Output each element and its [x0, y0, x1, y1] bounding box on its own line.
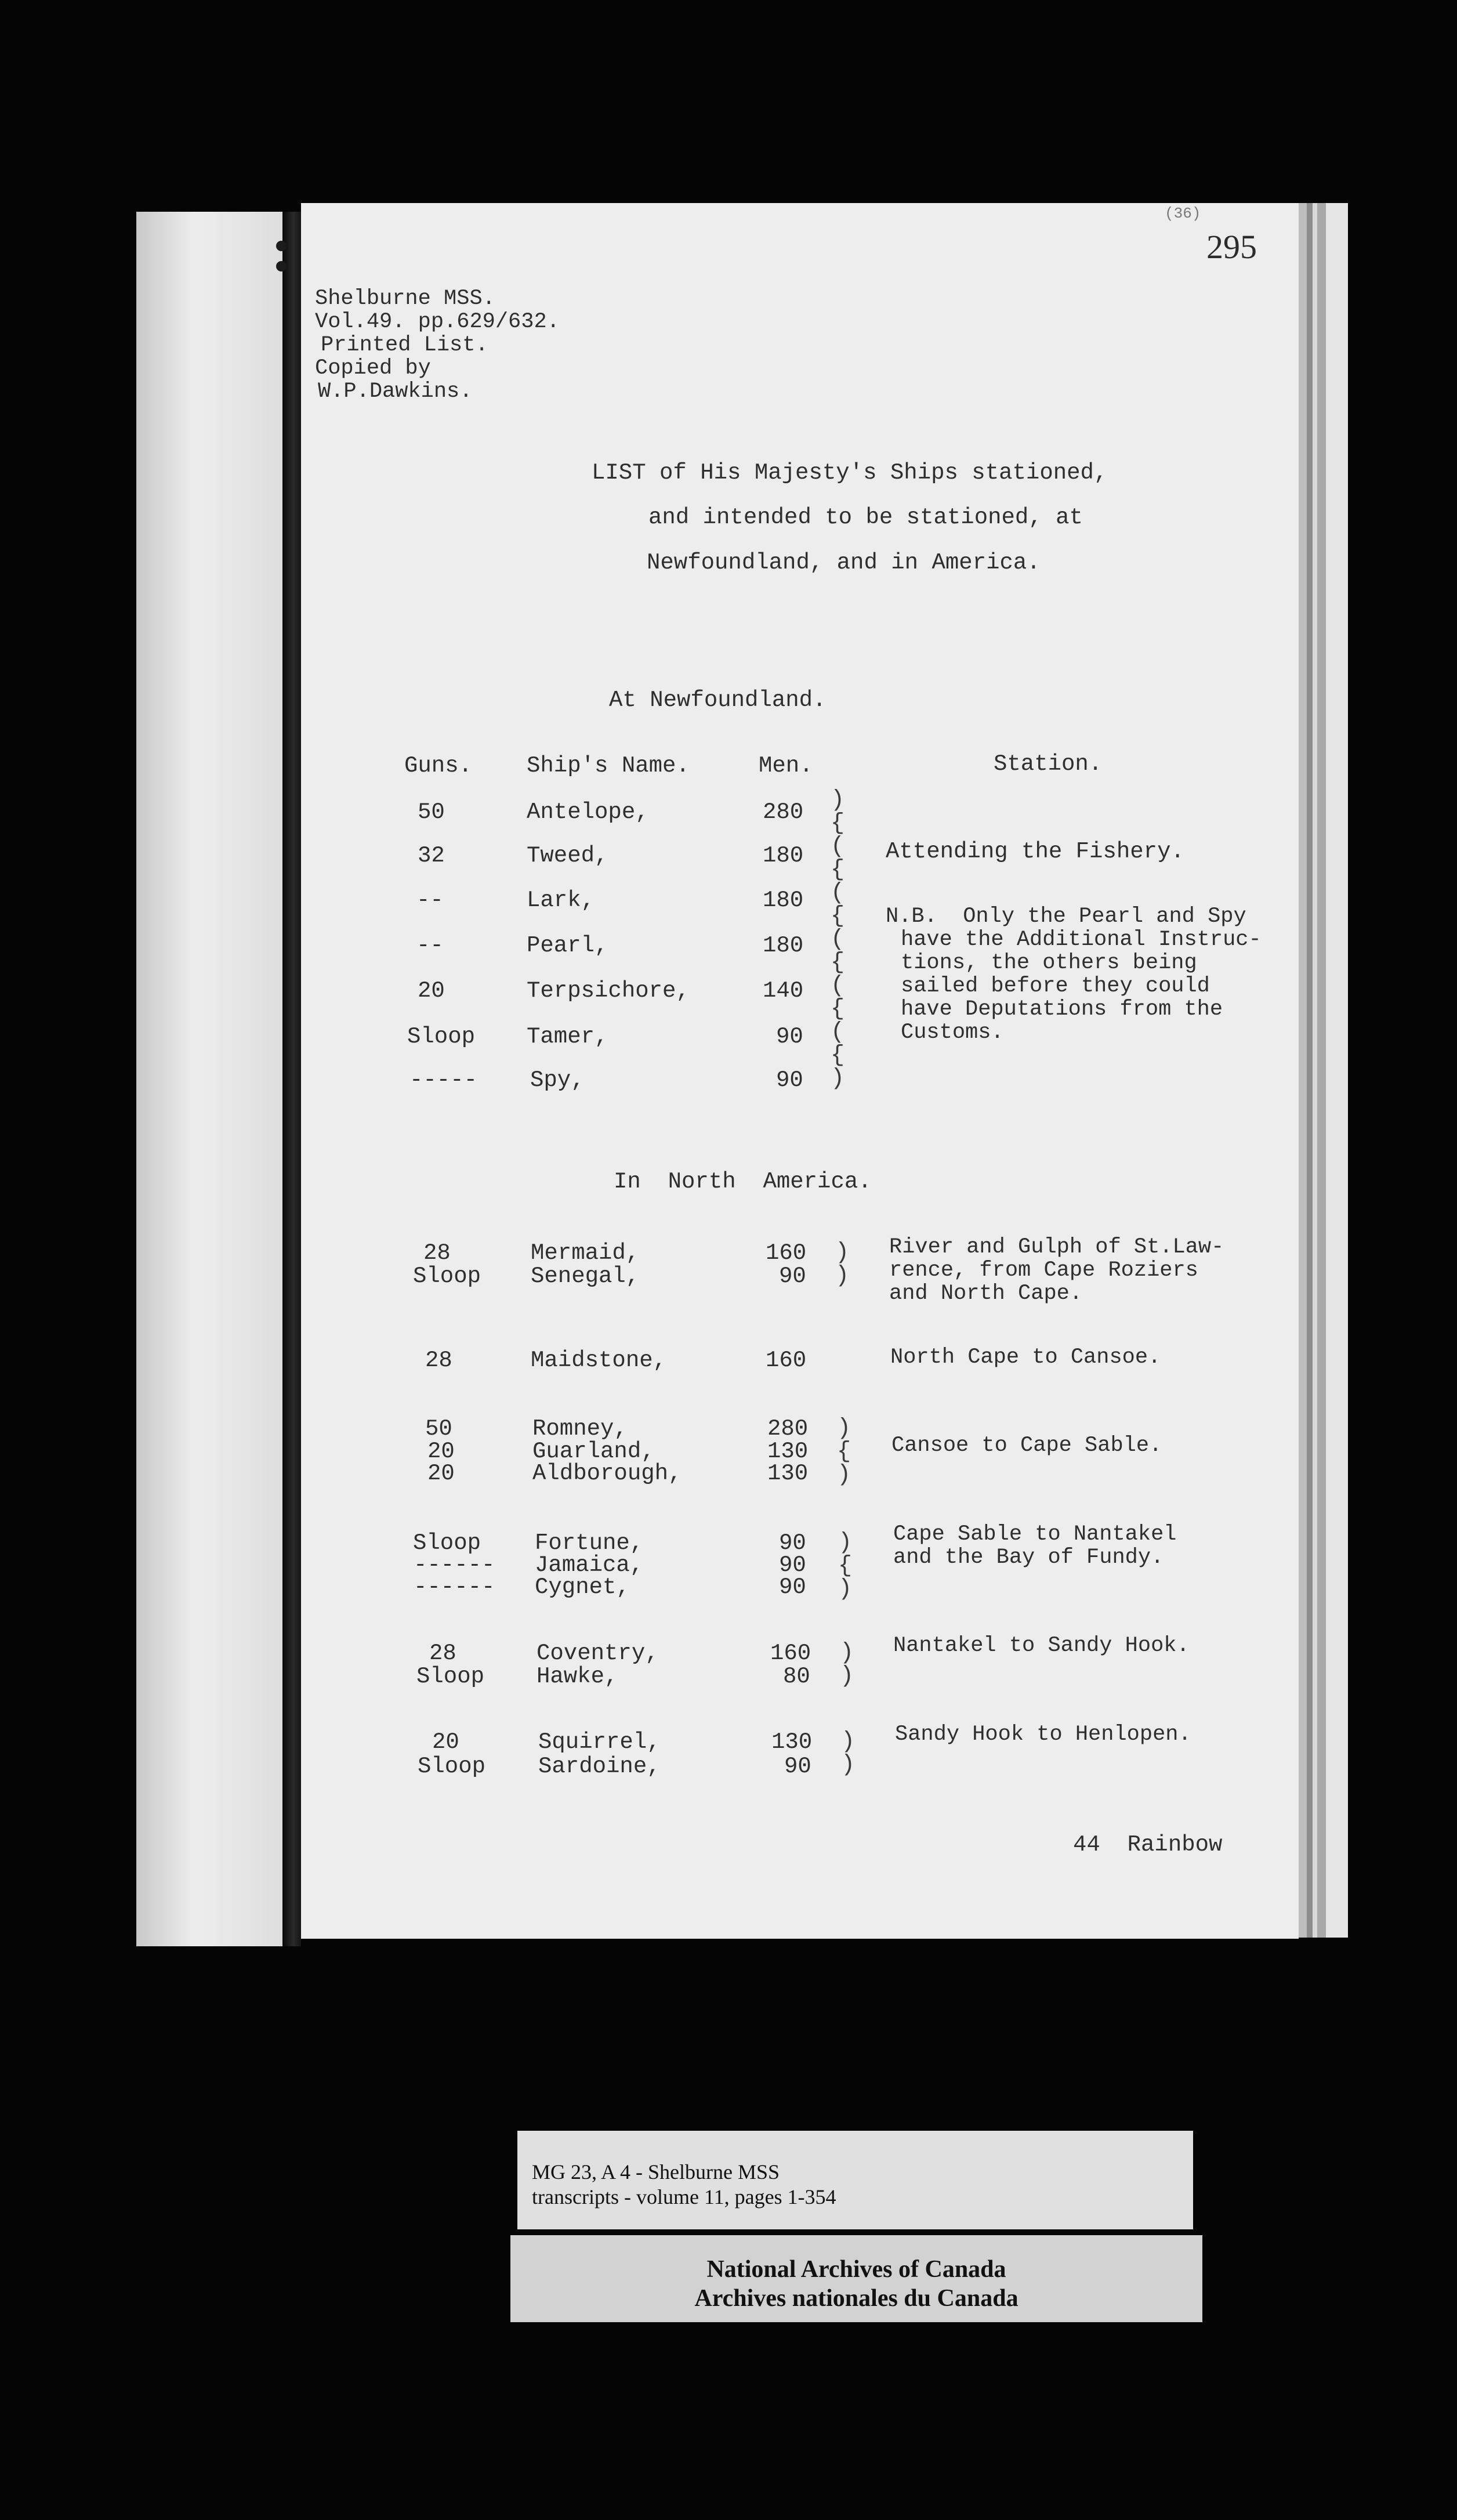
ship-men: 160	[770, 1641, 811, 1666]
ship-men: 90	[779, 1574, 806, 1600]
title-line: LIST of His Majesty's Ships stationed,	[592, 460, 1108, 486]
page-edge	[1326, 203, 1348, 1938]
source-note-line: W.P.Dawkins.	[318, 379, 473, 404]
ship-guns: 20	[427, 1461, 455, 1486]
ship-men: 90	[779, 1530, 806, 1556]
ship-name: Jamaica,	[535, 1552, 644, 1578]
ship-men: 140	[763, 978, 804, 1004]
ship-men: 80	[783, 1664, 810, 1689]
ship-name: Tamer,	[527, 1024, 608, 1049]
institution-label	[510, 2235, 1202, 2322]
source-note-line: Copied by	[315, 356, 431, 381]
ship-guns: -----	[409, 1067, 478, 1093]
ship-guns: 32	[418, 843, 445, 868]
bracket-mark: ) { )	[837, 1415, 851, 1488]
ship-name: Spy,	[530, 1067, 585, 1093]
ship-men: 180	[763, 843, 804, 868]
ship-name: Mermaid,	[531, 1240, 640, 1266]
station-line: Cansoe to Cape Sable.	[891, 1433, 1162, 1458]
source-note-line: Vol.49. pp.629/632.	[315, 310, 560, 334]
title-line: Newfoundland, and in America.	[647, 550, 1041, 575]
column-header-guns: Guns.	[404, 753, 473, 779]
institution-name-en: National Archives of Canada	[706, 2256, 1006, 2283]
archive-reference-label	[517, 2131, 1193, 2229]
section-heading: At Newfoundland.	[609, 687, 827, 713]
note-line: Customs.	[901, 1020, 1004, 1045]
bracket-mark: ) )	[840, 1640, 854, 1689]
ship-guns: Sloop	[418, 1754, 486, 1779]
bracket-mark: ) )	[835, 1240, 850, 1289]
ship-guns: ------	[414, 1552, 495, 1578]
institution-name-fr: Archives nationales du Canada	[694, 2285, 1019, 2312]
ship-guns: 20	[427, 1439, 455, 1464]
ship-guns: Sloop	[413, 1530, 481, 1556]
station-line: North Cape to Cansoe.	[890, 1345, 1161, 1370]
column-header-station: Station.	[994, 751, 1103, 777]
ship-guns: 20	[432, 1729, 459, 1755]
binding-hole	[276, 261, 287, 271]
column-header-men: Men.	[759, 753, 813, 779]
ship-men: 90	[776, 1024, 803, 1049]
left-page	[136, 212, 282, 1946]
ship-men: 160	[766, 1348, 807, 1373]
ship-name: Coventry,	[537, 1641, 659, 1666]
page-number: 295	[1206, 228, 1257, 266]
ship-men: 90	[779, 1552, 806, 1578]
ship-guns: 20	[418, 978, 445, 1004]
ship-name: Terpsichore,	[527, 978, 690, 1004]
ship-name: Cygnet,	[535, 1574, 630, 1600]
page-edge	[1317, 203, 1326, 1938]
page-edge	[1313, 203, 1317, 1938]
ship-guns: 50	[425, 1416, 452, 1442]
ship-men: 280	[767, 1416, 809, 1442]
page-edge	[1307, 203, 1313, 1938]
catchword: 44 Rainbow	[1073, 1832, 1223, 1858]
ship-name: Tweed,	[527, 843, 608, 868]
ship-name: Fortune,	[535, 1530, 644, 1556]
ship-name: Hawke,	[537, 1664, 618, 1689]
title-line: and intended to be stationed, at	[648, 505, 1083, 530]
bracket-mark: ) { )	[838, 1530, 853, 1602]
ship-men: 160	[766, 1240, 807, 1266]
archive-reference-line: transcripts - volume 11, pages 1-354	[532, 2185, 836, 2208]
bracket-mark: ) )	[841, 1729, 856, 1778]
ship-guns: --	[416, 888, 444, 913]
station-line: rence, from Cape Roziers	[889, 1258, 1198, 1283]
ship-name: Maidstone,	[531, 1348, 667, 1373]
ship-men: 180	[763, 888, 804, 913]
note-line: tions, the others being	[901, 951, 1197, 975]
ship-name: Pearl,	[527, 933, 608, 958]
station-line: and the Bay of Fundy.	[893, 1545, 1164, 1570]
station-line: Sandy Hook to Henlopen.	[895, 1722, 1191, 1747]
ship-name: Guarland,	[532, 1439, 655, 1464]
ship-men: 90	[779, 1263, 806, 1289]
ship-guns: --	[416, 933, 444, 958]
ship-name: Senegal,	[531, 1263, 640, 1289]
source-note-line: Printed List.	[321, 333, 488, 357]
ship-guns: Sloop	[407, 1024, 476, 1049]
archive-reference-line: MG 23, A 4 - Shelburne MSS	[532, 2160, 780, 2184]
ship-name: Squirrel,	[538, 1729, 661, 1755]
corner-mark: (36)	[1165, 205, 1201, 222]
section-heading: In North America.	[614, 1169, 872, 1194]
note-line: have the Additional Instruc-	[901, 928, 1262, 952]
ship-men: 130	[771, 1729, 813, 1755]
source-note-line: Shelburne MSS.	[315, 287, 495, 311]
note-line: have Deputations from the	[901, 997, 1223, 1022]
column-header-name: Ship's Name.	[527, 753, 690, 779]
station-line: and North Cape.	[889, 1281, 1083, 1306]
station-line: River and Gulph of St.Law-	[889, 1235, 1224, 1259]
bracket-mark: ) { ( { ( { ( { ( { ( { )	[831, 787, 845, 1092]
note-line: N.B. Only the Pearl and Spy	[886, 904, 1246, 929]
station-line: Cape Sable to Nantakel	[893, 1522, 1177, 1547]
ship-guns: Sloop	[416, 1664, 485, 1689]
ship-name: Sardoine,	[538, 1754, 661, 1779]
page-edge	[1299, 203, 1307, 1938]
ship-men: 280	[763, 799, 804, 825]
ship-men: 90	[776, 1067, 803, 1093]
binding-hole	[276, 241, 287, 251]
ship-name: Antelope,	[527, 799, 649, 825]
ship-name: Aldborough,	[532, 1461, 682, 1486]
ship-guns: Sloop	[413, 1263, 481, 1289]
ship-name: Lark,	[527, 888, 595, 913]
ship-men: 130	[767, 1439, 809, 1464]
station-text: Attending the Fishery.	[886, 839, 1184, 864]
ship-guns: ------	[414, 1574, 495, 1600]
book-spine	[282, 212, 301, 1946]
station-line: Nantakel to Sandy Hook.	[893, 1634, 1190, 1658]
ship-name: Romney,	[532, 1416, 628, 1442]
ship-guns: 28	[425, 1348, 452, 1373]
ship-men: 130	[767, 1461, 809, 1486]
ship-men: 180	[763, 933, 804, 958]
ship-guns: 28	[423, 1240, 451, 1266]
ship-guns: 50	[418, 799, 445, 825]
ship-guns: 28	[429, 1641, 456, 1666]
ship-men: 90	[784, 1754, 811, 1779]
note-line: sailed before they could	[901, 974, 1210, 998]
